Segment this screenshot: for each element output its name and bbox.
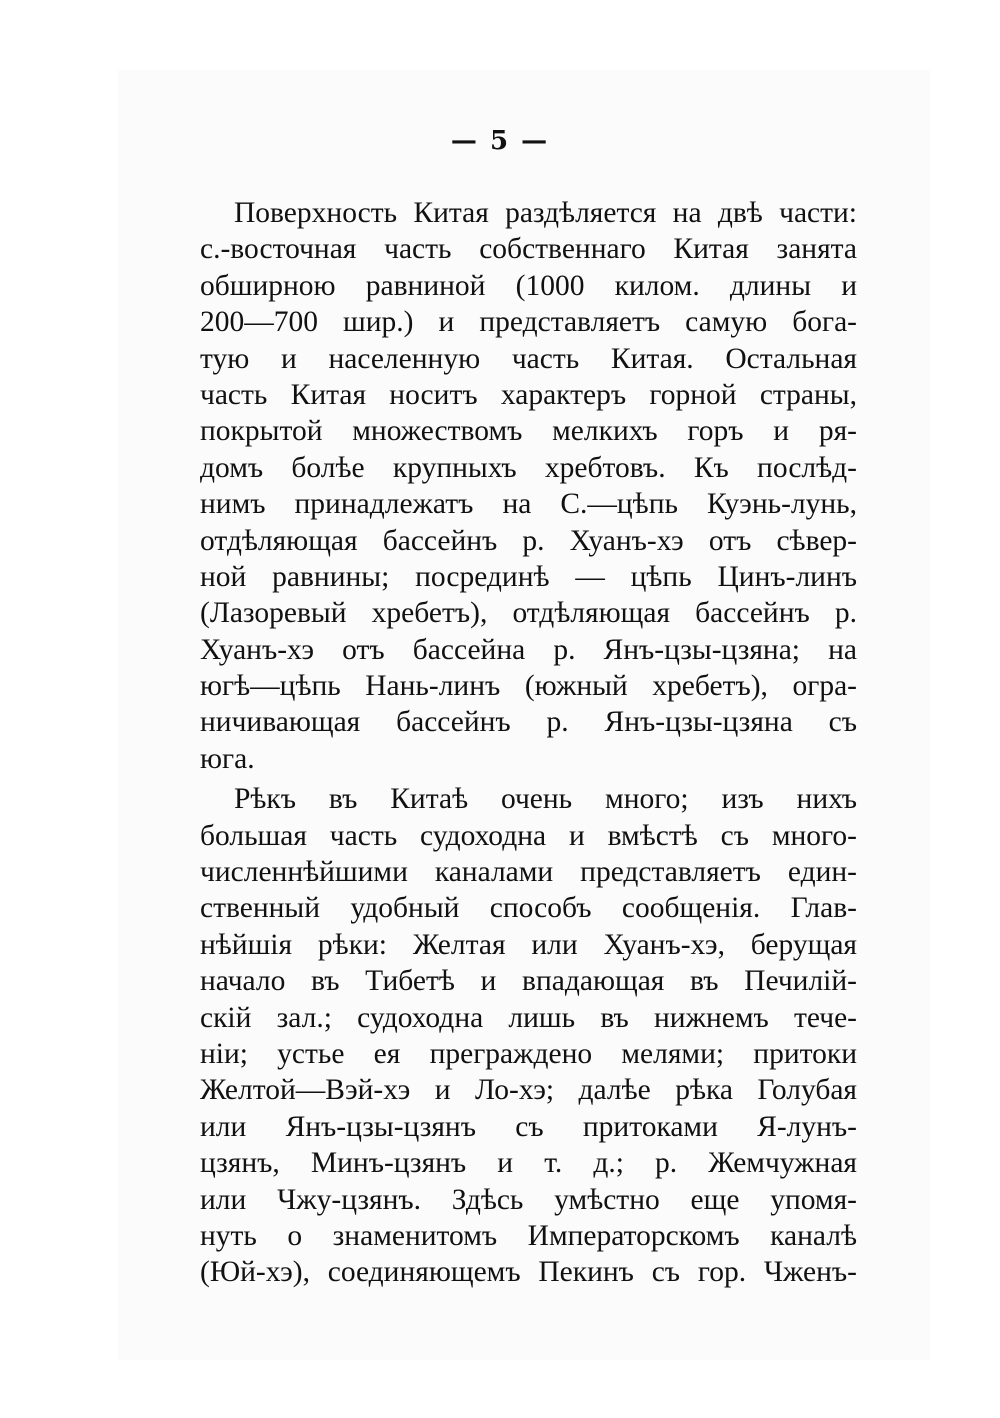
paragraph xyxy=(200,781,857,1290)
text-line: нимъ принадлежатъ на С.—цѣпь Куэнь-лунь, xyxy=(200,488,857,521)
text-line: югѣ—цѣпь Нань-линъ (южный хребетъ), огра- xyxy=(200,670,857,703)
text-line: скій зал.; судоходна лишь въ нижнемъ тече- xyxy=(200,1001,857,1034)
text-line: ственный удобный способъ сообщенія. Глав- xyxy=(200,892,857,925)
text-line: Хуанъ-хэ отъ бассейна р. Янъ-цзы-цзяна; на xyxy=(200,633,857,666)
text-line: отдѣляющая бассейнъ р. Хуанъ-хэ отъ сѣвер- xyxy=(200,524,857,557)
text-line: нуть о знаменитомъ Императорскомъ каналѣ xyxy=(200,1219,857,1252)
text-line: юга. xyxy=(200,742,255,775)
body-text xyxy=(200,195,857,1291)
page-number: — 5 — xyxy=(450,126,550,156)
text-line: 200—700 шир.) и представляетъ самую бога- xyxy=(200,306,857,339)
text-line: или Янъ-цзы-цзянъ съ притоками Я-лунъ- xyxy=(200,1110,857,1143)
text-line: начало въ Тибетѣ и впадающая въ Печилій- xyxy=(200,965,857,998)
text-line: Рѣкъ въ Китаѣ очень много; изъ нихъ xyxy=(234,783,857,816)
paragraph xyxy=(200,195,857,777)
text-line: ничивающая бассейнъ р. Янъ-цзы-цзяна съ xyxy=(200,706,857,739)
text-line: численнѣйшими каналами представляетъ един- xyxy=(200,856,857,889)
text-line: или Чжу-цзянъ. Здѣсь умѣстно еще упомя- xyxy=(200,1183,857,1216)
text-line: большая часть судоходна и вмѣстѣ съ много- xyxy=(200,819,857,852)
text-line: с.-восточная часть собственнаго Китая занята xyxy=(200,233,857,266)
text-line: ніи; устье ея преграждено мелями; притоки xyxy=(200,1037,857,1070)
text-line: домъ болѣе крупныхъ хребтовъ. Къ послѣд- xyxy=(200,451,857,484)
text-line: ной равнины; посрединѣ — цѣпь Цинъ-линъ xyxy=(200,560,857,593)
text-line: тую и населенную часть Китая. Остальная xyxy=(200,342,857,375)
text-line: обширною равниной (1000 килом. длины и xyxy=(200,269,857,302)
text-line: Желтой—Вэй-хэ и Ло-хэ; далѣе рѣка Голубая xyxy=(200,1074,857,1107)
text-line: покрытой множествомъ мелкихъ горъ и ря- xyxy=(200,415,857,448)
text-line: (Юй-хэ), соединяющемъ Пекинъ съ гор. Чженъ- xyxy=(200,1256,857,1289)
text-line: Поверхность Китая раздѣляется на двѣ части: xyxy=(234,197,857,229)
text-line: часть Китая носитъ характеръ горной страны, xyxy=(200,378,857,411)
text-line: цзянъ, Минъ-цзянъ и т. д.; р. Жемчужная xyxy=(200,1147,857,1180)
text-line: нѣйшія рѣки: Желтая или Хуанъ-хэ, берущая xyxy=(200,928,857,961)
text-line: (Лазоревый хребетъ), отдѣляющая бассейнъ р. xyxy=(200,597,857,630)
